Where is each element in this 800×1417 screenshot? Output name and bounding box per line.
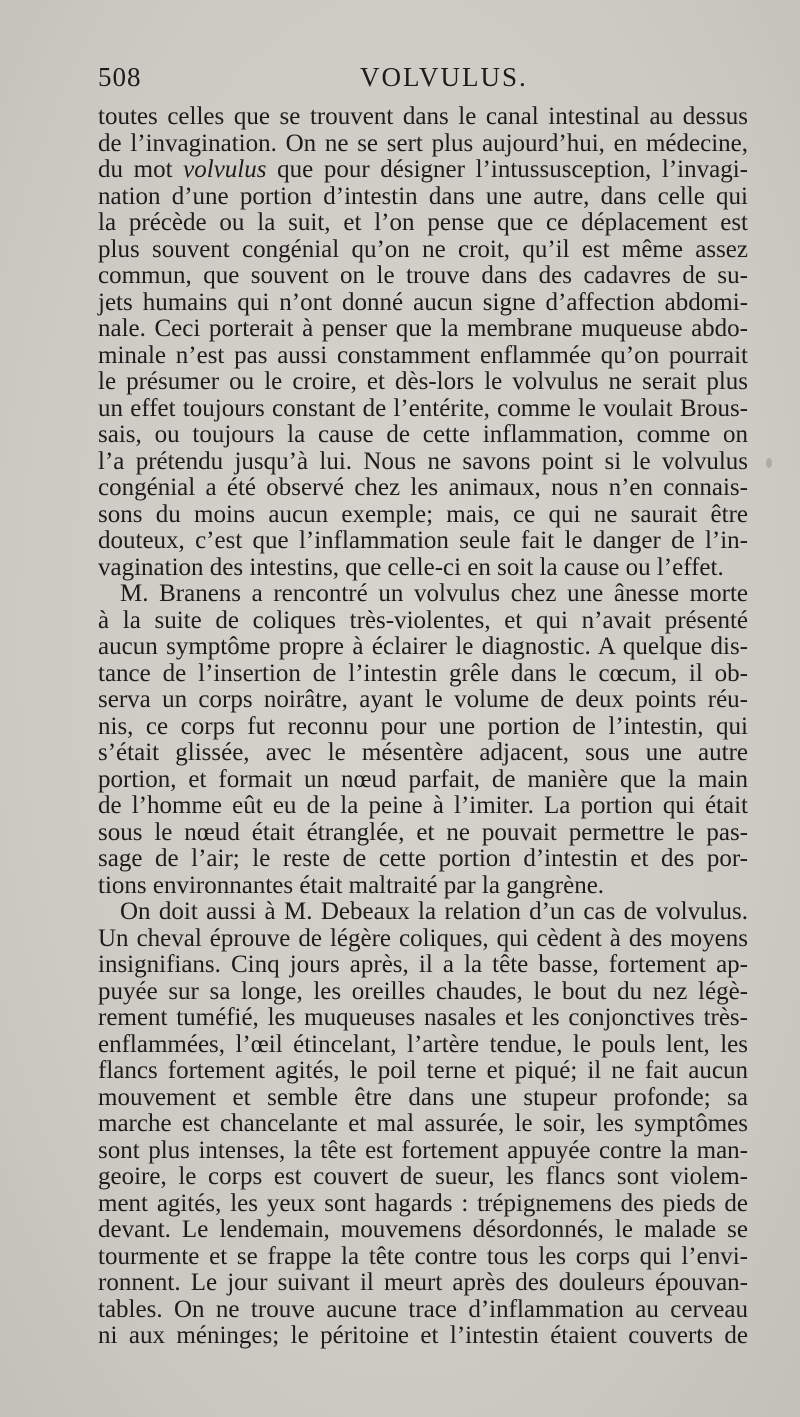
text-line: vagination des intestins, que celle-ci en soit la cause ou l’effet. bbox=[98, 553, 724, 581]
text-line: marche est chancelante et mal assurée, le soir, les symptômes bbox=[98, 1110, 748, 1137]
running-title: VOLVULUS. bbox=[360, 62, 528, 92]
paragraph-start-line: On doit aussi à M. Debeaux la relation d’un cas de volvulus. bbox=[120, 898, 748, 925]
paragraph-start-line: M. Branens a rencontré un volvulus chez une ânesse morte bbox=[120, 580, 748, 607]
text-line: minale n’est pas aussi constamment enflammée qu’on pourrait bbox=[98, 341, 748, 369]
text-line: tables. On ne trouve aucune trace d’inflammation au cerveau bbox=[98, 1295, 748, 1323]
text-line: aucun symptôme propre à éclairer le diagnostic. A quelque dis- bbox=[98, 633, 748, 660]
paper-speck bbox=[766, 458, 772, 468]
text-line: douteux, c’est que l’inflammation seule fait le danger de l’in- bbox=[98, 527, 748, 554]
text-line: tions environnantes était maltraité par la gangrène. bbox=[98, 871, 605, 899]
text-line: tourmente et se frappe la tête contre tous les corps qui l’envi- bbox=[98, 1242, 748, 1270]
text-line: plus souvent congénial qu’on ne croit, qu’il est même assez bbox=[98, 235, 748, 263]
text-line: la précède ou la suit, et l’on pense que ce déplacement est bbox=[98, 209, 748, 236]
text-line: sage de l’air; le reste de cette portion d’intestin et des por- bbox=[98, 845, 748, 872]
text-line: nis, ce corps fut reconnu pour une portion de l’intestin, qui bbox=[98, 712, 748, 740]
page-number: 508 bbox=[98, 62, 142, 92]
text-line: serva un corps noirâtre, ayant le volume de deux points réu- bbox=[98, 686, 748, 713]
text-line: congénial a été observé chez les animaux, nous n’en connais- bbox=[98, 474, 748, 501]
text-line: Un cheval éprouve de légère coliques, qui cèdent à des moyens bbox=[98, 924, 748, 952]
text-line: ronnent. Le jour suivant il meurt après des douleurs épouvan- bbox=[98, 1269, 748, 1296]
text-line: tance de l’insertion de l’intestin grêle dans le cœcum, il ob- bbox=[98, 659, 748, 687]
text-line: geoire, le corps est couvert de sueur, les flancs sont violem- bbox=[98, 1163, 748, 1190]
text-line: nale. Ceci porterait à penser que la membrane muqueuse abdo- bbox=[98, 315, 748, 342]
text-line: de l’invagination. On ne se sert plus aujourd’hui, en médecine, bbox=[98, 129, 748, 157]
emphasized-term: volvulus bbox=[183, 156, 267, 183]
text-line: du mot volvulus que pour désigner l’intussusception, l’invagi- bbox=[98, 156, 748, 183]
text-line: un effet toujours constant de l’entérite, comme le voulait Brous- bbox=[98, 394, 748, 422]
text-line: sont plus intenses, la tête est fortement appuyée contre la man- bbox=[98, 1136, 748, 1164]
text-line: sons du moins aucun exemple; mais, ce qui ne saurait être bbox=[98, 500, 748, 528]
text-line: le présumer ou le croire, et dès-lors le volvulus ne serait plus bbox=[98, 368, 748, 395]
text-line: devant. Le lendemain, mouvemens désordonnés, le malade se bbox=[98, 1216, 748, 1243]
text-line: flancs fortement agités, le poil terne et piqué; il ne fait aucun bbox=[98, 1057, 748, 1084]
text-line: mouvement et semble être dans une stupeur profonde; sa bbox=[98, 1083, 748, 1111]
text-line: s’était glissée, avec le mésentère adjacent, sous une autre bbox=[98, 739, 748, 766]
text-line: enflammées, l’œil étincelant, l’artère tendue, le pouls lent, les bbox=[98, 1030, 748, 1058]
text-line: sous le nœud était étranglée, et ne pouvait permettre le pas- bbox=[98, 818, 748, 846]
text-line: commun, que souvent on le trouve dans des cadavres de su- bbox=[98, 262, 748, 289]
text-line: sais, ou toujours la cause de cette inflammation, comme on bbox=[98, 421, 748, 448]
text-line: ment agités, les yeux sont hagards : trépignemens des pieds de bbox=[98, 1189, 748, 1217]
text-line: insignifians. Cinq jours après, il a la tête basse, fortement ap- bbox=[98, 951, 748, 978]
page-header bbox=[98, 62, 748, 102]
text-line: à la suite de coliques très-violentes, et qui n’avait présenté bbox=[98, 606, 748, 634]
body-text bbox=[98, 104, 748, 1350]
text-line: portion, et formait un nœud parfait, de manière que la main bbox=[98, 765, 748, 793]
text-line: rement tuméfié, les muqueuses nasales et les conjonctives très- bbox=[98, 1004, 748, 1031]
text-line: nation d’une portion d’intestin dans une autre, dans celle qui bbox=[98, 182, 748, 210]
text-line: ni aux méninges; le péritoine et l’intestin étaient couverts de bbox=[98, 1322, 748, 1349]
text-line: de l’homme eût eu de la peine à l’imiter. La portion qui était bbox=[98, 792, 748, 819]
text-line: jets humains qui n’ont donné aucun signe d’affection abdomi- bbox=[98, 288, 748, 316]
text-line: l’a prétendu jusqu’à lui. Nous ne savons point si le volvulus bbox=[98, 447, 748, 475]
text-line: toutes celles que se trouvent dans le canal intestinal au dessus bbox=[98, 103, 748, 130]
text-line: puyée sur sa longe, les oreilles chaudes, le bout du nez légè- bbox=[98, 977, 748, 1005]
